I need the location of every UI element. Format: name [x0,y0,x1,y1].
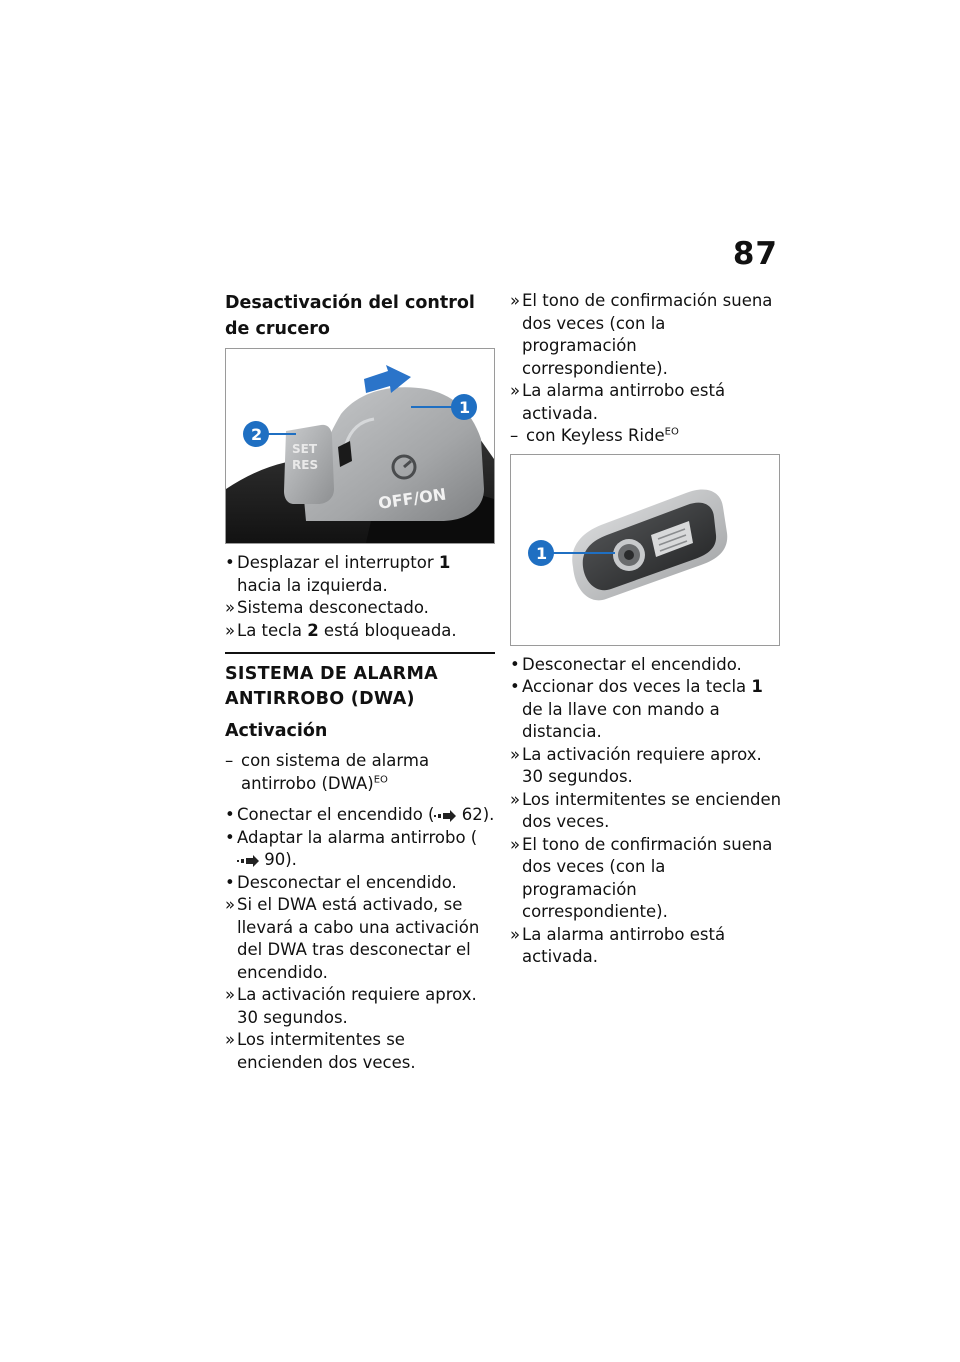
list-item: • Accionar dos veces la tecla 1 de la llave con mando a distancia. [510,677,763,741]
list-item: • Desplazar el interruptor 1 hacia la izquierda. [225,553,451,595]
callout-2: 2 [251,425,263,444]
cruise-switch-illustration [226,349,494,543]
page-number: 87 [732,236,778,272]
left-column [225,290,495,1074]
page-ref-arrow-icon [434,810,456,822]
cruise-switch-figure [225,348,495,544]
list-item: » El tono de confirmación suena dos veces (con la programación correspondiente). [510,834,773,921]
list-item: » La alarma antirrobo está activada. [510,924,726,966]
list-item: » Los intermitentes se encienden dos veces. [510,789,782,831]
list-item: • Desconectar el encendido. [510,654,742,674]
off-on-label: OFF/ON [377,484,448,513]
list-item: » La alarma antirrobo está activada. [510,381,726,423]
list-item: • Adaptar la alarma antirrobo ( 90). [225,827,478,869]
list-item: » Los intermitentes se encienden dos veces. [225,1030,416,1072]
activation-heading: Activación [225,721,328,741]
confirmation-list [510,290,782,448]
remote-key-figure [510,454,780,646]
callout-1: 1 [536,543,548,563]
page-ref-link[interactable]: 62 [461,805,483,824]
condition-item: – con sistema de alarma antirrobo (DWA)$^{EO}$ [225,751,430,793]
cruise-steps-list [225,552,495,642]
list-item: » Sistema desconectado. [225,598,429,617]
res-label: RES [292,458,319,472]
right-column [510,290,782,969]
condition-item: – con Keyless Ride$^{EO}$ [510,426,679,445]
page-ref-arrow-icon [237,855,259,867]
set-label: SET [292,442,318,456]
list-item: • Conectar el encendido ( 62). [225,805,495,824]
alarm-steps-list [225,750,495,1074]
list-item: » La activación requiere aprox. 30 segundos. [510,744,762,786]
cruise-control-heading: Desactivación del control de crucero [225,293,475,339]
alarm-section-heading: SISTEMA DE ALARMA ANTIRROBO (DWA) [225,652,495,712]
list-item: • Desconectar el encendido. [225,872,457,892]
callout-1: 1 [459,398,471,417]
list-item: » La tecla 2 está bloqueada. [225,620,457,640]
remote-key-illustration [511,455,779,645]
page-ref-link[interactable]: 90 [264,850,286,869]
list-item: » La activación requiere aprox. 30 segundos. [225,985,477,1027]
list-item: » Si el DWA está activado, se llevará a cabo una activación del DWA tras desconectar el encendido. [225,895,480,982]
key-steps-list [510,654,782,969]
list-item: » El tono de confirmación suena dos veces (con la programación correspondiente). [510,291,773,378]
